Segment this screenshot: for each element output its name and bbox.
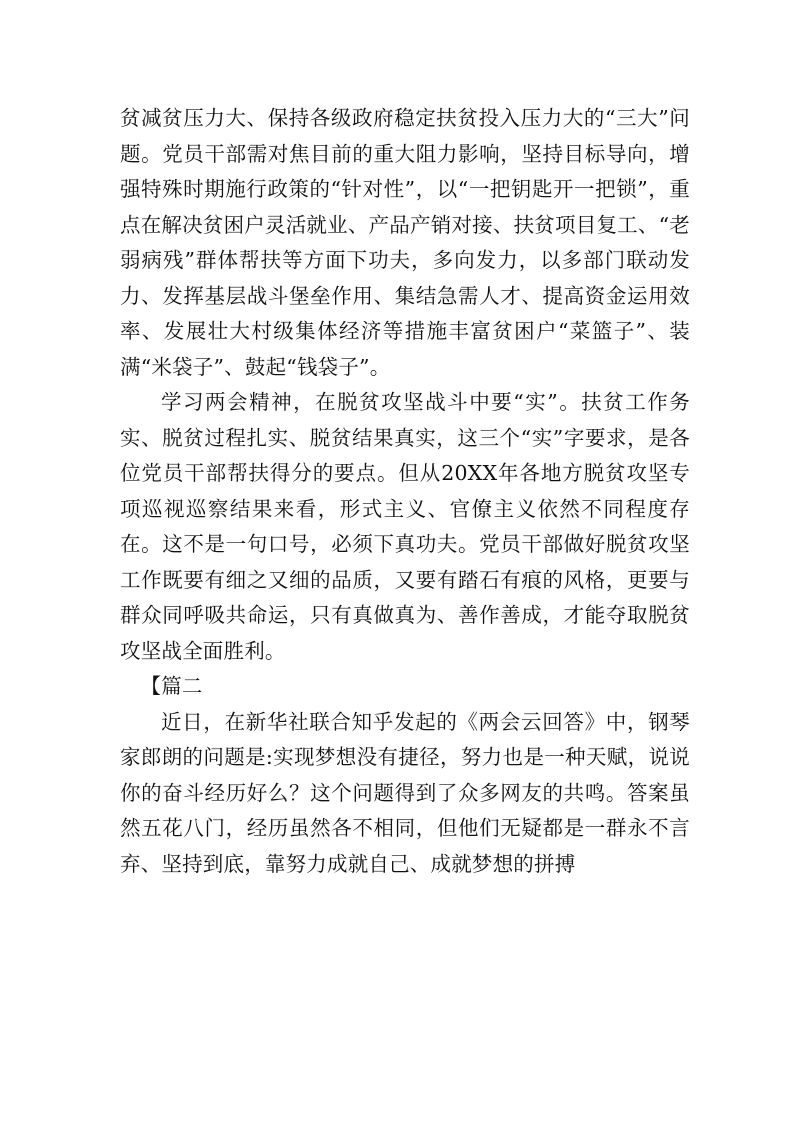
paragraph-study-spirit: 学习两会精神，在脱贫攻坚战斗中要“实”。扶贫工作务实、脱贫过程扎实、脱贫结果真实，这三个“实”字要求，是各位党员干部帮扶得分的要点。但从20XX年各地方脱贫攻坚专项巡视巡察结果来看，形式主义、官僚主义依然不同程度存在。这不是一句口号，必须下真功夫。党员干部做好脱贫攻坚工作既要有细之又细的品质，又要有踏石有痕的风格，更要与群众同呼吸共命运，只有真做真为、善作善成，才能夺取脱贫攻坚战全面胜利。 [120,390,690,663]
section-heading: 【篇二 [140,674,203,698]
paragraph-recent-news: 近日，在新华社联合知乎发起的《两会云回答》中，钢琴家郎朗的问题是:实现梦想没有捷径，努力也是一种天赋，说说你的奋斗经历好么？这个问题得到了众多网友的共鸣。答案虽然五花八门，经历虽然各不相同，但他们无疑都是一群永不言弃、坚持到底，靠努力成就自己、成就梦想的拼搏 [120,709,690,876]
paragraph-continued: 贫减贫压力大、保持各级政府稳定扶贫投入压力大的“三大”问题。党员干部需对焦目前的重大阻力影响，坚持目标导向，增强特殊时期施行政策的“针对性”，以“一把钥匙开一把锁”，重点在解决贫困户灵活就业、产品产销对接、扶贫项目复工、“老弱病残”群体帮扶等方面下功夫，多向发力，以多部门联动发力、发挥基层战斗堡垒作用、集结急需人才、提高资金运用效率、发展壮大村级集体经济等措施丰富贫困户“菜篮子”、装满“米袋子”、鼓起“钱袋子”。 [120,106,690,379]
document-body [120,101,690,882]
